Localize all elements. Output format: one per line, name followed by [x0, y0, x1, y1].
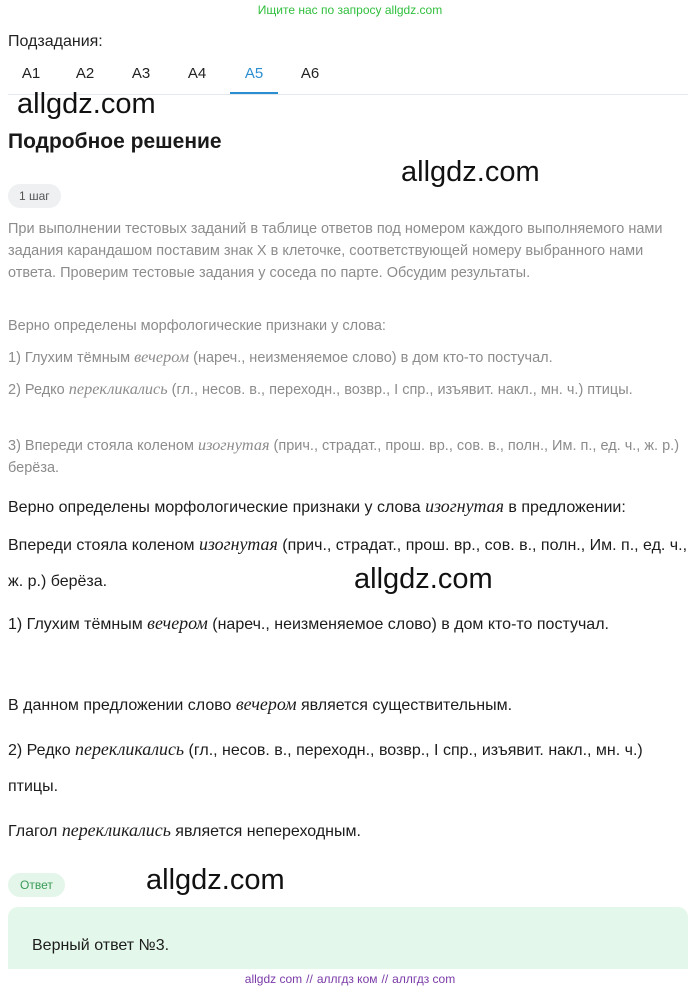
- answer-text: Верный ответ №3.: [32, 937, 170, 954]
- footer-link[interactable]: аллгдз ком: [316, 972, 378, 986]
- watermark: allgdz.com: [401, 156, 540, 188]
- footer-link[interactable]: аллгдз com: [392, 972, 456, 986]
- explanation-paragraph: 1) Глухим тёмным вечером (нареч., неизменяемое слово) в дом кто-то постучал.: [8, 613, 609, 633]
- answer-box: [8, 907, 688, 969]
- tab-a4[interactable]: A4: [187, 65, 207, 82]
- watermark: allgdz.com: [17, 88, 156, 120]
- tab-a2[interactable]: A2: [75, 65, 95, 82]
- answer-badge: Ответ: [8, 873, 65, 897]
- explanation-paragraph: В данном предложении слово вечером является существительным.: [8, 694, 513, 714]
- tab-a5[interactable]: A5: [230, 60, 278, 94]
- section-title: Подробное решение: [8, 130, 222, 153]
- option-1: 1) Глухим тёмным вечером (нареч., неизменяемое слово) в дом кто-то постучал.: [8, 348, 553, 366]
- option-3: 3) Впереди стояла коленом изогнутая (прич., страдат., прош. вр., сов. в., полн., Им. п., ед. ч., ж. р.) берёза.: [8, 436, 680, 476]
- footer-separator: //: [381, 972, 389, 986]
- tab-a6[interactable]: A6: [300, 65, 320, 82]
- explanation-paragraph: 2) Редко перекликались (гл., несов. в., переходн., возвр., I спр., изъявит. накл., мн. ч.) птицы.: [8, 739, 643, 795]
- footer-link[interactable]: allgdz com: [244, 972, 303, 986]
- watermark: allgdz.com: [146, 864, 285, 896]
- option-2: 2) Редко перекликались (гл., несов. в., переходн., возвр., I спр., изъявит. накл., мн. ч.) птицы.: [8, 380, 633, 398]
- question-text: Верно определены морфологические признаки у слова:: [8, 318, 386, 334]
- tab-a1[interactable]: A1: [21, 65, 41, 82]
- explanation-paragraph: Верно определены морфологические признаки у слова изогнутая в предложении: Впереди стояла коленом изогнутая (прич., страдат., прош. вр., сов. в., полн., Им. п., ед. ч., ж. р.) берёза.: [8, 496, 688, 590]
- tab-a3[interactable]: A3: [131, 65, 151, 82]
- footer-separator: //: [306, 972, 313, 986]
- top-banner[interactable]: Ищите нас по запросу allgdz.com: [257, 3, 443, 17]
- step-badge: 1 шаг: [8, 184, 61, 208]
- watermark: allgdz.com: [354, 563, 493, 595]
- explanation-paragraph: Глагол перекликались является непереходным.: [8, 820, 361, 840]
- footer-links: [0, 972, 700, 986]
- subtasks-label: Подзадания:: [8, 33, 103, 50]
- intro-text: При выполнении тестовых заданий в таблице ответов под номером каждого выполняемого нами задания карандашом поставим знак Х в клеточке, соответствующей номеру выбранного нами ответа. Проверим тестовые задания у соседа по парте. Обсудим результаты.: [8, 221, 663, 281]
